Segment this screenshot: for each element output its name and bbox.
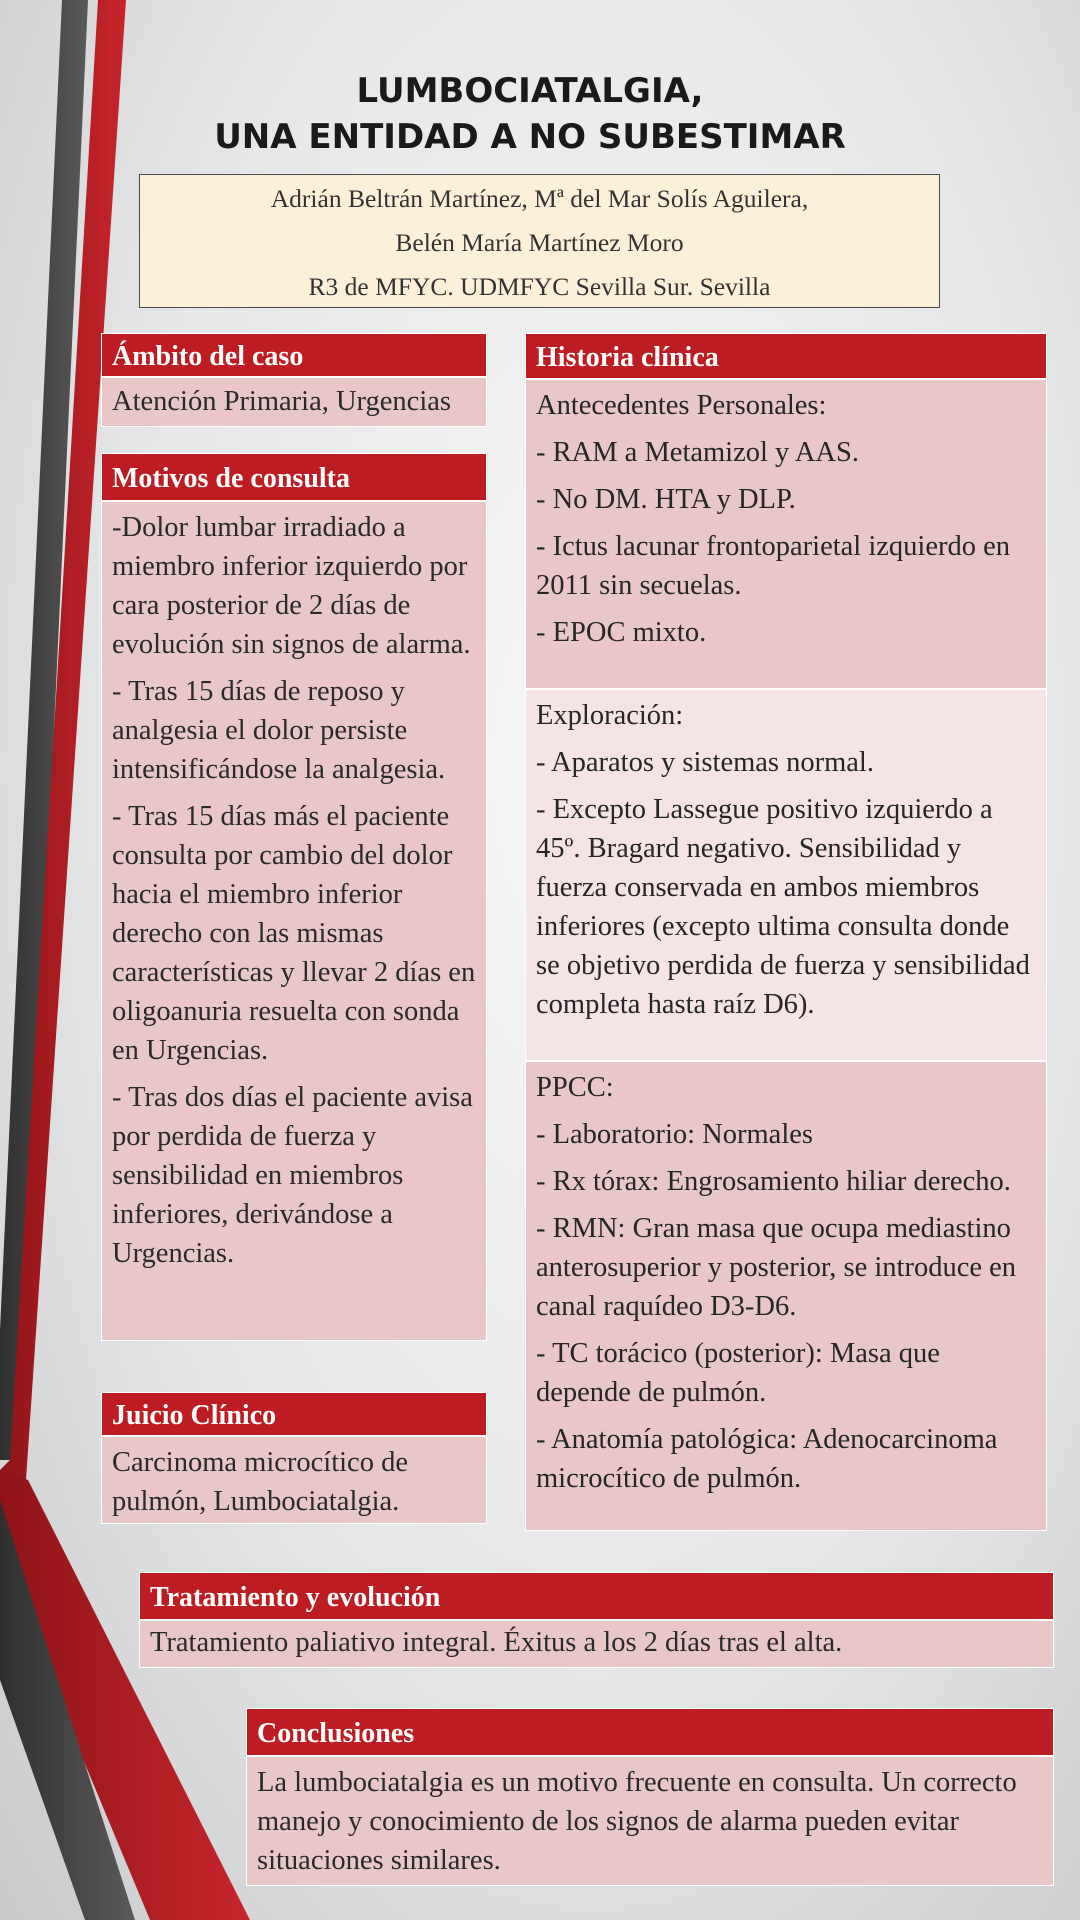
- antecedentes-block: [525, 379, 1047, 689]
- authors-affiliation: R3 de MFYC. UDMFYC Sevilla Sur. Sevilla: [308, 272, 771, 301]
- conclusiones-section: [246, 1708, 1054, 1886]
- exploracion-item-2: - Excepto Lassegue positivo izquierdo a 45º. Bragard negativo. Sensibilidad y fuerza conservada en ambos miembros inferiores (excepto ultima consulta donde se objetivo perdida de fuerza y sensibilidad completa hasta raíz D6).: [536, 794, 1030, 1020]
- conclusiones-heading: Conclusiones: [246, 1708, 1054, 1756]
- juicio-section: [101, 1392, 487, 1524]
- title-line-2: UNA ENTIDAD A NO SUBESTIMAR: [214, 117, 846, 157]
- exploracion-item-1: - Aparatos y sistemas normal.: [536, 747, 874, 778]
- authors-box: [139, 174, 940, 308]
- motivos-section: [101, 453, 487, 1341]
- tratamiento-heading: Tratamiento y evolución: [139, 1572, 1054, 1620]
- historia-heading: Historia clínica: [525, 333, 1047, 379]
- ppcc-item-3: - RMN: Gran masa que ocupa mediastino anterosuperior y posterior, se introduce en canal raquídeo D3-D6.: [536, 1213, 1017, 1322]
- juicio-heading: Juicio Clínico: [101, 1392, 487, 1436]
- title-line-1: LUMBOCIATALGIA,: [356, 71, 704, 111]
- ambito-section: [101, 333, 487, 427]
- antecedentes-item-3: - Ictus lacunar frontoparietal izquierdo en 2011 sin secuelas.: [536, 531, 1010, 601]
- ppcc-item-1: - Laboratorio: Normales: [536, 1119, 813, 1150]
- tratamiento-section: [139, 1572, 1054, 1668]
- ambito-heading: Ámbito del caso: [101, 333, 487, 377]
- exploracion-title: Exploración:: [536, 700, 684, 731]
- exploracion-block: [525, 689, 1047, 1061]
- ppcc-item-4: - TC torácico (posterior): Masa que depende de pulmón.: [536, 1338, 940, 1408]
- motivos-item-2: - Tras 15 días de reposo y analgesia el dolor persiste intensificándose la analgesia.: [112, 676, 446, 785]
- antecedentes-item-4: - EPOC mixto.: [536, 617, 707, 648]
- authors-line-1: Adrián Beltrán Martínez, Mª del Mar Solís Aguilera,: [270, 184, 809, 213]
- juicio-text: Carcinoma microcítico de pulmón, Lumbociatalgia.: [101, 1436, 487, 1524]
- ppcc-item-5: - Anatomía patológica: Adenocarcinoma microcítico de pulmón.: [536, 1424, 998, 1494]
- antecedentes-item-1: - RAM a Metamizol y AAS.: [536, 437, 859, 468]
- ppcc-item-2: - Rx tórax: Engrosamiento hiliar derecho.: [536, 1166, 1011, 1197]
- ppcc-block: [525, 1061, 1047, 1531]
- tratamiento-text: Tratamiento paliativo integral. Éxitus a los 2 días tras el alta.: [139, 1620, 1054, 1668]
- antecedentes-item-2: - No DM. HTA y DLP.: [536, 484, 796, 515]
- ambito-text: Atención Primaria, Urgencias: [101, 377, 487, 427]
- ppcc-title: PPCC:: [536, 1072, 614, 1103]
- conclusiones-text: La lumbociatalgia es un motivo frecuente en consulta. Un correcto manejo y conocimiento de los signos de alarma pueden evitar situaciones similares.: [246, 1756, 1054, 1886]
- authors-line-2: Belén María Martínez Moro: [395, 228, 684, 257]
- motivos-item-3: - Tras 15 días más el paciente consulta por cambio del dolor hacia el miembro inferior derecho con las mismas características y llevar 2 días en oligoanuria resuelta con sonda en Urgencias.: [112, 801, 476, 1066]
- antecedentes-title: Antecedentes Personales:: [536, 390, 827, 421]
- motivos-heading: Motivos de consulta: [101, 453, 487, 501]
- historia-section: [525, 333, 1047, 1531]
- motivos-body: [101, 501, 487, 1341]
- motivos-item-4: - Tras dos días el paciente avisa por perdida de fuerza y sensibilidad en miembros inferiores, derivándose a Urgencias.: [112, 1082, 473, 1269]
- motivos-item-1: -Dolor lumbar irradiado a miembro inferior izquierdo por cara posterior de 2 días de evolución sin signos de alarma.: [112, 512, 471, 660]
- poster-title: [110, 68, 950, 160]
